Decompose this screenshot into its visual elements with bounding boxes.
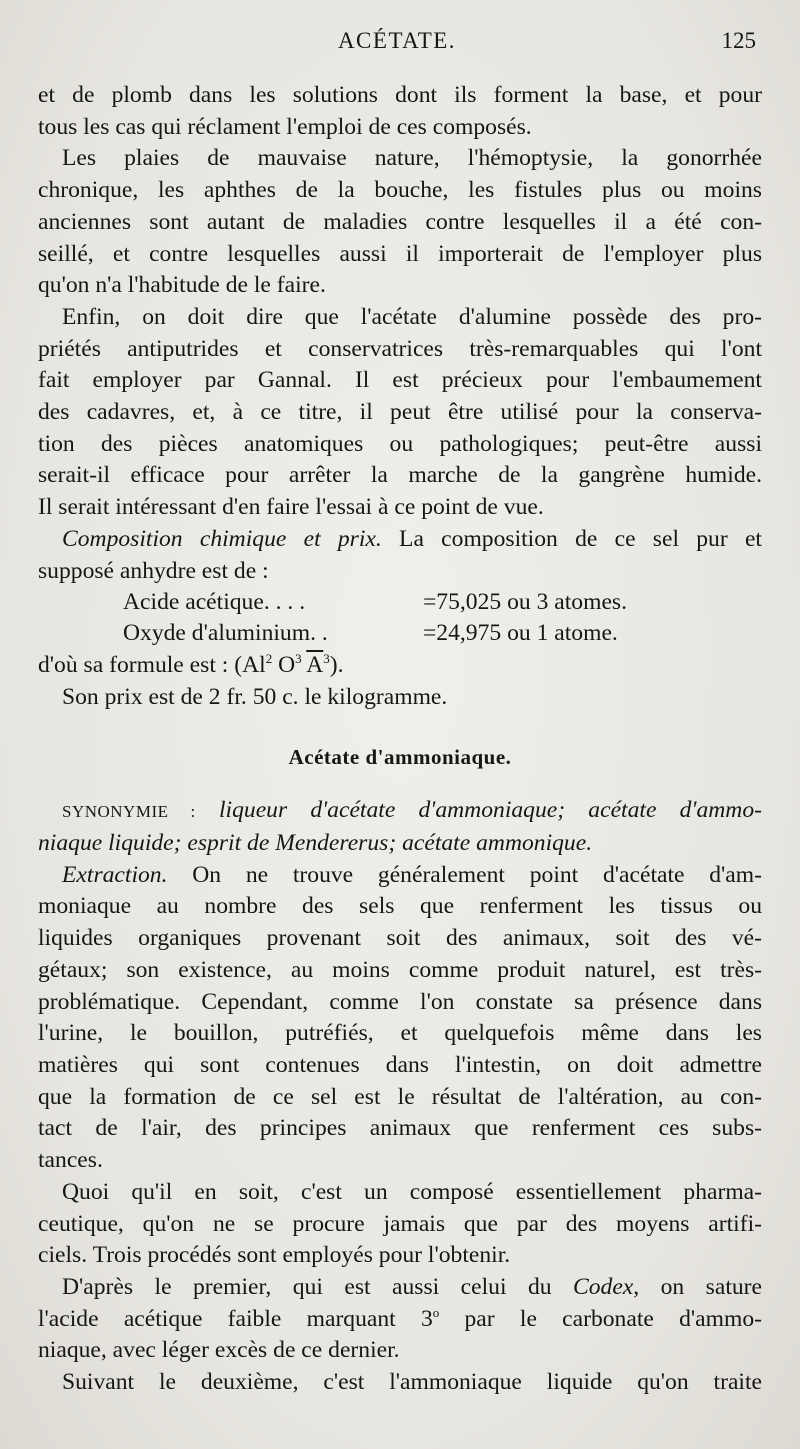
formula-superscript: 2 bbox=[265, 651, 273, 667]
text-line: ciels. Trois procédés sont employés pour l'obtenir. bbox=[38, 1242, 511, 1269]
text-fragment: l'acide acétique faible marquant 3 bbox=[38, 1305, 433, 1332]
text-line: gétaux; son existence, au moins comme produit naturel, est très- bbox=[38, 956, 762, 983]
page-body bbox=[38, 80, 762, 1399]
text-line: tion des pièces anatomiques ou pathologiques; peut-être aussi bbox=[38, 430, 762, 457]
composition-intro: La composition de ce sel pur et bbox=[381, 525, 762, 552]
text-line: niaque, avec léger excès de ce dernier. bbox=[38, 1337, 400, 1364]
text-line bbox=[38, 1272, 762, 1304]
paragraph-extraction bbox=[38, 860, 762, 1177]
synonymie-label: SYNONYMIE : bbox=[62, 802, 196, 822]
page-number: 125 bbox=[721, 28, 756, 53]
text-line bbox=[38, 795, 762, 828]
text-line: des cadavres, et, à ce titre, il peut être utilisé pour la conserva- bbox=[38, 399, 762, 426]
page-header bbox=[38, 28, 756, 62]
text-line: et de plomb dans les solutions dont ils forment la base, et pour bbox=[38, 82, 762, 108]
text-line: Quoi qu'il en soit, c'est un composé essentiellement pharma- bbox=[62, 1178, 762, 1205]
text-line bbox=[38, 524, 762, 556]
composition-table bbox=[38, 587, 762, 650]
text-line: chronique, les aphthes de la bouche, les fistules plus ou moins bbox=[38, 177, 762, 204]
text-line: problématique. Cependant, comme l'on constate sa présence dans bbox=[38, 988, 762, 1015]
text-fragment: par le carbonate d'ammo- bbox=[439, 1305, 762, 1332]
text-line: moniaque au nombre des sels que renferment les tissus ou bbox=[38, 893, 762, 920]
paragraph-premier bbox=[38, 1272, 762, 1367]
codex-reference: Codex bbox=[573, 1273, 634, 1300]
component-value: =75,025 ou 3 atomes. bbox=[423, 589, 628, 616]
running-head: ACÉTATE. bbox=[337, 28, 457, 53]
component-name: Oxyde d'aluminium. . bbox=[123, 620, 328, 647]
text-line: Il serait intéressant d'en faire l'essai à ce point de vue. bbox=[38, 494, 544, 521]
paragraph-deuxieme bbox=[38, 1367, 762, 1399]
extraction-label: Extraction. bbox=[62, 861, 168, 888]
text-line: l'urine, le bouillon, putréfiés, et quelquefois même dans les bbox=[38, 1020, 762, 1047]
component-value: =24,975 ou 1 atome. bbox=[423, 620, 618, 647]
text-line: ceutique, qu'on ne se procure jamais que par des moyens artifi- bbox=[38, 1210, 762, 1237]
text-line bbox=[38, 1304, 762, 1336]
paragraph-enfin bbox=[38, 302, 762, 524]
text-fragment: , on sature bbox=[633, 1273, 762, 1300]
section-title: Acétate d'ammoniaque. bbox=[288, 744, 512, 769]
text-line: qu'on n'a l'habitude de le faire. bbox=[38, 272, 326, 299]
paragraph-quoi bbox=[38, 1177, 762, 1272]
text-fragment: D'après le premier, qui est aussi celui du bbox=[62, 1273, 573, 1300]
text-line bbox=[38, 650, 762, 682]
text-line: anciennes sont autant de maladies contre lesquelles il a été con- bbox=[38, 208, 762, 235]
text-line: matières qui sont contenues dans l'intestin, on doit admettre bbox=[38, 1051, 762, 1078]
extraction-intro: On ne trouve généralement point d'acétate d'am- bbox=[167, 861, 762, 888]
text-line: seillé, et contre lesquelles aussi il importerait de l'employer plus bbox=[38, 240, 762, 267]
paragraph-plaies bbox=[38, 143, 762, 302]
text-line: priétés antiputrides et conservatrices très-remarquables qui l'ont bbox=[38, 335, 762, 362]
degree-mark: o bbox=[432, 1304, 440, 1320]
text-line bbox=[38, 860, 762, 892]
component-name: Acide acétique. . . . bbox=[123, 589, 306, 616]
text-line: que la formation de ce sel est le résultat de l'altération, au con- bbox=[38, 1083, 762, 1110]
text-line: tact de l'air, des principes animaux que renferment ces subs- bbox=[38, 1115, 762, 1142]
text-line: tances. bbox=[38, 1147, 103, 1174]
composition-heading: Composition chimique et prix. bbox=[62, 525, 382, 552]
formula-oxygen: O bbox=[272, 652, 296, 679]
price-line bbox=[38, 682, 762, 714]
text-line: Son prix est de 2 fr. 50 c. le kilogramme. bbox=[62, 683, 448, 710]
text-line: supposé anhydre est de : bbox=[38, 557, 269, 584]
formula-prefix: d'où sa formule est : (Al bbox=[38, 652, 266, 679]
text-line: fait employer par Gannal. Il est précieux pour l'embaumement bbox=[38, 367, 762, 394]
synonymie-text: liqueur d'acétate d'ammoniaque; acétate d'ammo- bbox=[195, 797, 762, 824]
formula-superscript: 3 bbox=[295, 651, 302, 667]
text-line: serait-il efficace pour arrêter la marche de la gangrène humide. bbox=[38, 462, 762, 489]
text-line: Les plaies de mauvaise nature, l'hémoptysie, la gonorrhée bbox=[62, 145, 762, 172]
paragraph-lead-continuation bbox=[38, 80, 762, 143]
formula-acid: $\overline{A}$ bbox=[306, 652, 324, 679]
formula-suffix: ). bbox=[329, 652, 344, 679]
text-line: niaque liquide; esprit de Mendererus; acétate ammonique. bbox=[38, 830, 593, 857]
paragraph-composition bbox=[38, 524, 762, 587]
text-line: tous les cas qui réclament l'emploi de ces composés. bbox=[38, 113, 532, 140]
formula-line bbox=[38, 650, 762, 682]
formula-superscript: 3 bbox=[323, 651, 330, 667]
text-line: liquides organiques provenant soit des animaux, soit des vé- bbox=[38, 925, 762, 952]
paragraph-synonymie bbox=[38, 795, 762, 859]
text-line: Suivant le deuxième, c'est l'ammoniaque liquide qu'on traite bbox=[62, 1369, 762, 1396]
text-line: Enfin, on doit dire que l'acétate d'alumine possède des pro- bbox=[62, 303, 762, 330]
